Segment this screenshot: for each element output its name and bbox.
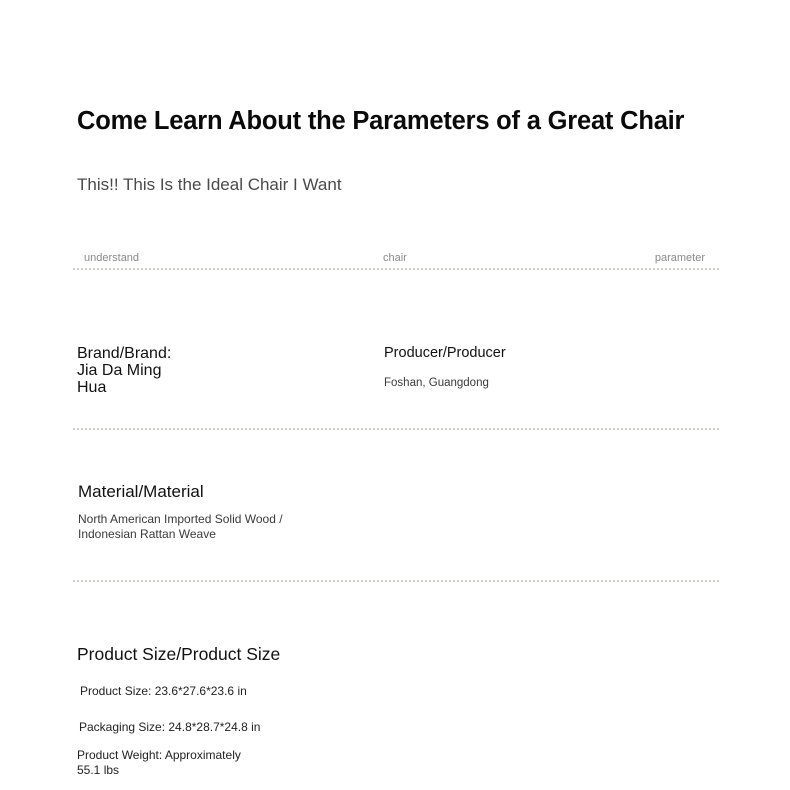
producer-value: Foshan, Guangdong: [384, 377, 489, 389]
page-title: Come Learn About the Parameters of a Great Chair: [77, 107, 685, 135]
producer-label: Producer/Producer: [384, 345, 506, 361]
tab-parameter: parameter: [654, 252, 705, 264]
tab-chair: chair: [383, 252, 407, 264]
section-tabs: [73, 250, 719, 270]
material-value: North American Imported Solid Wood / Indonesian Rattan Weave: [78, 512, 283, 541]
material-label: Material/Material: [78, 482, 204, 501]
tab-understand: understand: [84, 252, 140, 264]
product-size-label: Product Size/Product Size: [77, 644, 281, 664]
page-subtitle: This!! This Is the Ideal Chair I Want: [77, 175, 342, 194]
section-divider: [73, 428, 719, 430]
brand-label: Brand/Brand: Jia Da Ming Hua: [77, 345, 172, 396]
product-size-value: Product Size: 23.6*27.6*23.6 in: [80, 684, 247, 698]
section-divider: [73, 580, 719, 582]
product-weight-value: Product Weight: Approximately 55.1 lbs: [77, 748, 241, 777]
packaging-size-value: Packaging Size: 24.8*28.7*24.8 in: [79, 720, 261, 734]
